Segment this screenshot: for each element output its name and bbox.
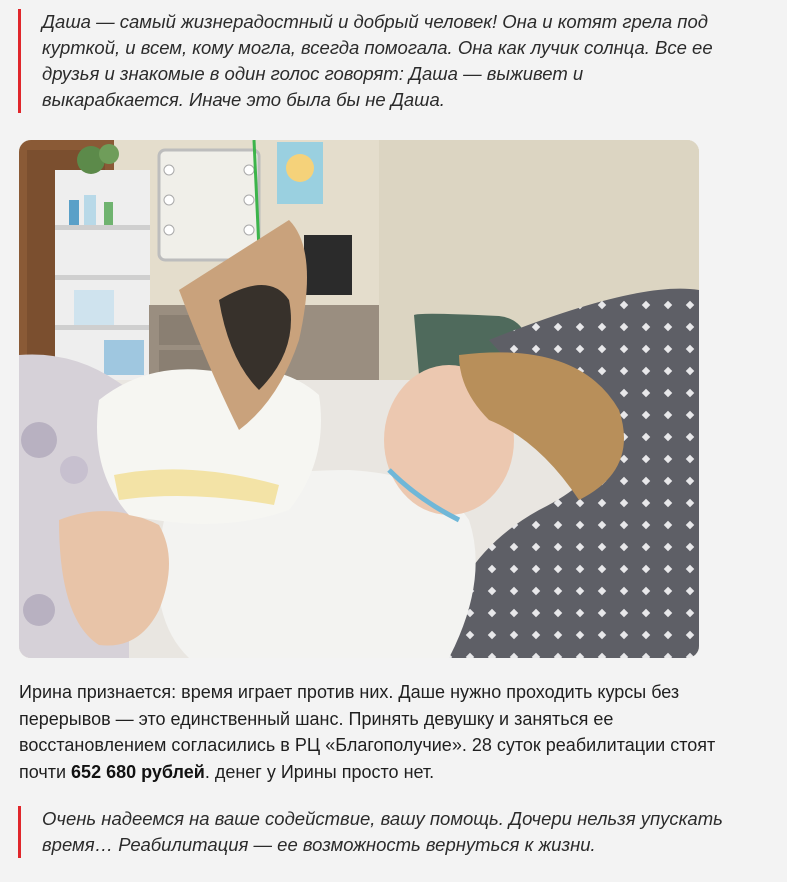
quote-block-bottom xyxy=(18,806,732,858)
quote-text: Очень надеемся на ваше содействие, вашу помощь. Дочери нельзя упускать время… Реабилитация — ее возможность вернуться к жизни. xyxy=(42,808,723,855)
paragraph-text-end: . денег у Ирины просто нет. xyxy=(204,761,435,782)
article-photo xyxy=(19,140,699,658)
article-paragraph xyxy=(19,679,739,785)
paragraph-text: Ирина признается: время играет против них. Даше нужно проходить курсы без перерывов — это единственный шанс. Принять девушку и заняться ее восстановлением согласились в РЦ «Благополучие». 28 суток реабилитации стоят почти xyxy=(19,682,716,782)
quote-text: Даша — самый жизнерадостный и добрый человек! Она и котят грела под курткой, и всем, кому могла, всегда помогала. Она как лучик солнца. Все ее друзья и знакомые в один голос говорят: Даша — выживет и выкарабкается. Иначе это была бы не Даша. xyxy=(42,11,713,110)
quote-block-top xyxy=(18,9,722,113)
photo-illustration xyxy=(19,140,699,658)
paragraph-amount: 652 680 рублей xyxy=(71,761,205,782)
